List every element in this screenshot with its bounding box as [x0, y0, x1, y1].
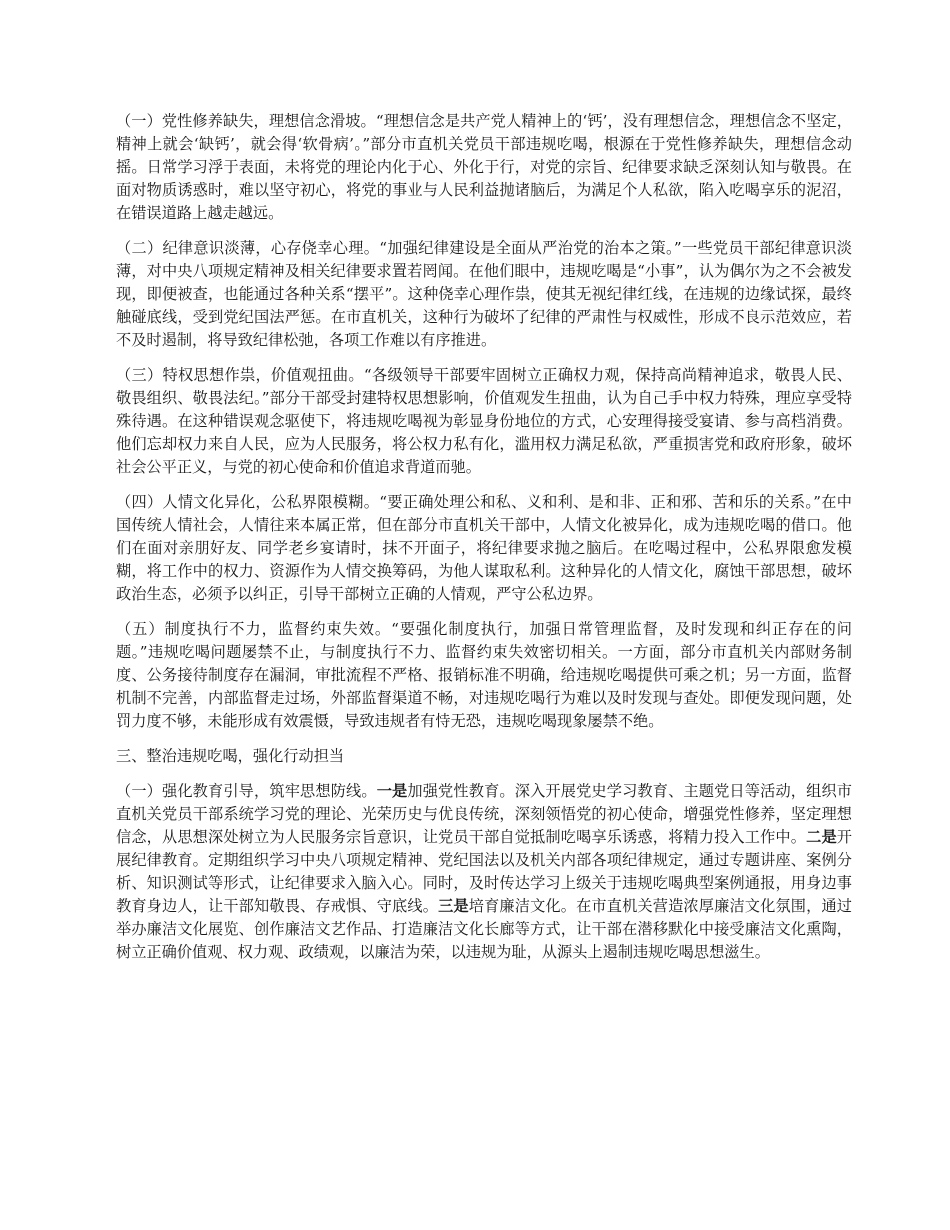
paragraph-2: （二）纪律意识淡薄，心存侥幸心理。“加强纪律建设是全面从严治党的治本之策。”一些党员干部纪律意识淡薄，对中央八项规定精神及相关纪律要求置若罔闻。在他们眼中，违规吃喝是“小事”，认为偶尔为之不会被发现，即便被查，也能通过各种关系“摆平”。这种侥幸心理作祟，使其无视纪律红线，在违规的边缘试探，最终触碰底线，受到党纪国法严惩。在市直机关，这种行为破坏了纪律的严肃性与权威性，形成不良示范效应，若不及时遏制，将导致纪律松弛，各项工作难以有序推进。 [116, 239, 852, 349]
section-heading: 三、整治违规吃喝，强化行动担当 [116, 747, 345, 765]
point-three-marker: 三是 [438, 897, 469, 915]
document-page [116, 110, 852, 976]
paragraph-4: （四）人情文化异化，公私界限模糊。“要正确处理公和私、义和利、是和非、正和邪、苦和乐的关系。”在中国传统人情社会，人情往来本属正常，但在部分市直机关干部中，人情文化被异化，成为违规吃喝的借口。他们在面对亲朋好友、同学老乡宴请时，抹不开面子，将纪律要求抛之脑后。在吃喝过程中，公私界限愈发模糊，将工作中的权力、资源作为人情交换筹码，为他人谋取私利。这种异化的人情文化，腐蚀干部思想，破坏政治生态，必须予以纠正，引导干部树立正确的人情观，严守公私边界。 [116, 493, 852, 603]
paragraph-5: （五）制度执行不力，监督约束失效。“要强化制度执行，加强日常管理监督，及时发现和纠正存在的问题。”违规吃喝问题屡禁不止，与制度执行不力、监督约束失效密切相关。一方面，部分市直机关内部财务制度、公务接待制度存在漏洞，审批流程不严格、报销标准不明确，给违规吃喝提供可乘之机；另一方面，监督机制不完善，内部监督走过场，外部监督渠道不畅，对违规吃喝行为难以及时发现与查处。即便发现问题，处罚力度不够，未能形成有效震慑，导致违规者有恃无恐，违规吃喝现象屡禁不绝。 [116, 620, 852, 730]
point-two-marker: 二是 [806, 828, 837, 846]
paragraph-1: （一）党性修养缺失，理想信念滑坡。“理想信念是共产党人精神上的‘钙’，没有理想信念，理想信念不坚定，精神上就会‘缺钙’，就会得‘软骨病’。”部分市直机关党员干部违规吃喝，根源在于党性修养缺失，理想信念动摇。日常学习浮于表面，未将党的理论内化于心、外化于行，对党的宗旨、纪律要求缺乏深刻认知与敬畏。在面对物质诱惑时，难以坚守初心，将党的事业与人民利益抛诸脑后，为满足个人私欲，陷入吃喝享乐的泥沼，在错误道路上越走越远。 [116, 112, 852, 222]
paragraph-3: （三）特权思想作祟，价值观扭曲。“各级领导干部要牢固树立正确权力观，保持高尚精神追求，敬畏人民、敬畏组织、敬畏法纪。”部分干部受封建特权思想影响，价值观发生扭曲，认为自己手中权力特殊，理应享受特殊待遇。在这种错误观念驱使下，将违规吃喝视为彰显身份地位的方式，心安理得接受宴请、参与高档消费。他们忘却权力来自人民，应为人民服务，将公权力私有化，滥用权力满足私欲，严重损害党和政府形象，破坏社会公平正义，与党的初心使命和价值追求背道而驰。 [116, 366, 852, 476]
point-one-marker: 一是 [376, 782, 408, 800]
point-one-text: 加强党性教育。深入开展党史学习教育、主题党日等活动，组织市直机关党员干部系统学习党的理论、光荣历史与优良传统，深刻领悟党的初心使命，增强党性修养，坚定理想信念，从思想深处树立为人民服务宗旨意识，让党员干部自觉抵制吃喝享乐诱惑，将精力投入工作中。 [116, 782, 852, 846]
point-three-text: 培育廉洁文化。在市直机关营造浓厚廉洁文化氛围，通过举办廉洁文化展览、创作廉洁文艺作品、打造廉洁文化长廊等方式，让干部在潜移默化中接受廉洁文化熏陶，树立正确价值观、权力观、政绩观，以廉洁为荣，以违规为耻，从源头上遏制违规吃喝思想滋生。 [116, 897, 853, 961]
paragraph-6-lead: （一）强化教育引导，筑牢思想防线。 [116, 782, 377, 800]
point-two-text: 开展纪律教育。定期组织学习中央八项规定精神、党纪国法以及机关内部各项纪律规定，通过专题讲座、案例分析、知识测试等形式，让纪律要求入脑入心。同时，及时传达学习上级关于违规吃喝典型案例通报，用身边事教育身边人，让干部知敬畏、存戒惧、守底线。 [116, 828, 852, 915]
paragraph-6 [116, 780, 852, 964]
